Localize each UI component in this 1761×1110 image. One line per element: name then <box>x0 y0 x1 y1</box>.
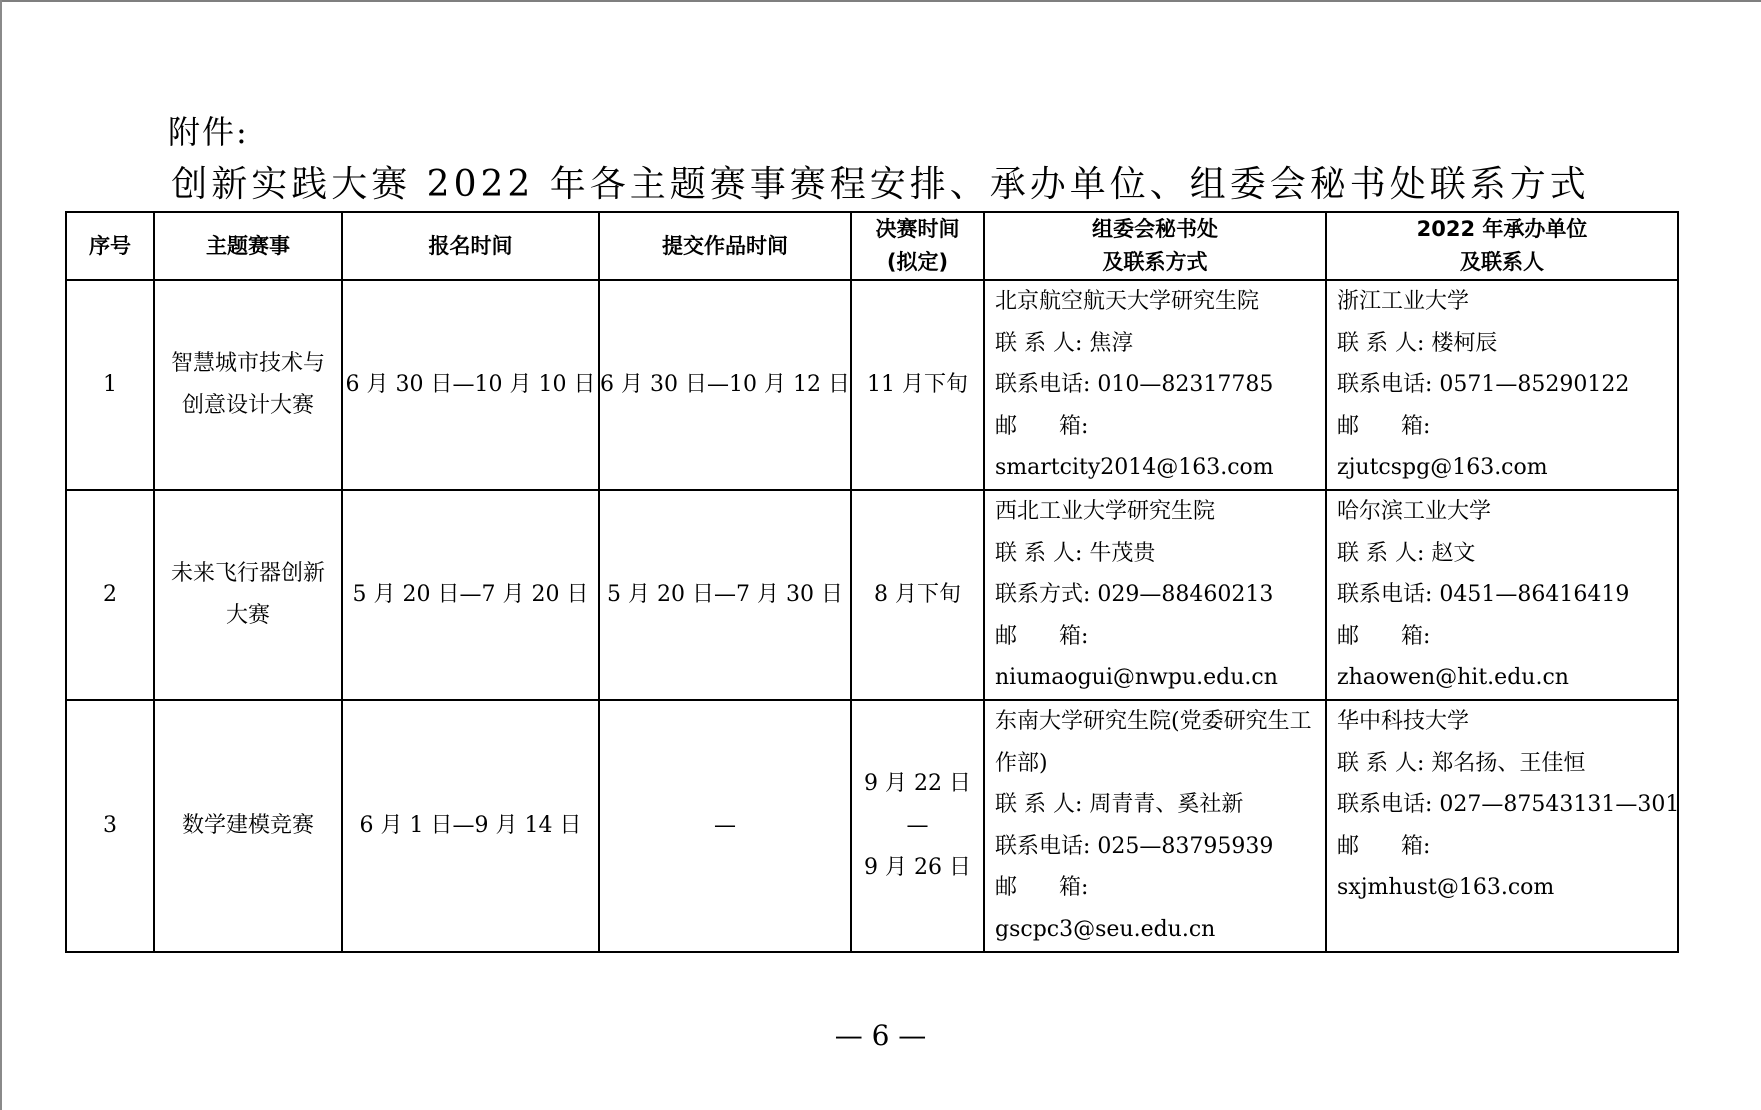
row-final: 8 月下旬 <box>851 490 984 700</box>
row-host <box>1326 280 1678 490</box>
secretariat-phone: 联系方式: 029—88460213 <box>995 582 1274 608</box>
table-row <box>66 490 1678 700</box>
row-registration: 5 月 20 日—7 月 20 日 <box>342 490 599 700</box>
secretariat-email-label: 邮 箱: <box>995 623 1089 649</box>
host-email-label: 邮 箱: <box>1337 623 1431 649</box>
table-row <box>66 700 1678 952</box>
secretariat-org: 北京航空航天大学研究生院 <box>995 289 1260 314</box>
row-final-line3: 9 月 26 日 <box>864 854 971 880</box>
table-row <box>66 280 1678 490</box>
secretariat-email-label: 邮 箱: <box>995 413 1089 439</box>
page-number: — 6 — <box>834 1019 927 1052</box>
row-index: 1 <box>66 280 154 490</box>
host-email-label: 邮 箱: <box>1337 833 1431 859</box>
header-index: 序号 <box>66 212 154 280</box>
header-secretariat-line2: 及联系方式 <box>1102 250 1208 274</box>
row-submission: — <box>599 700 851 952</box>
header-submission: 提交作品时间 <box>599 212 851 280</box>
header-host-line1: 2022 年承办单位 <box>1416 217 1588 241</box>
secretariat-contact: 联 系 人: 牛茂贵 <box>995 540 1156 566</box>
row-secretariat <box>984 280 1326 490</box>
row-submission: 5 月 20 日—7 月 30 日 <box>599 490 851 700</box>
secretariat-email-label: 邮 箱: <box>995 875 1089 901</box>
host-phone: 联系电话: 0451—86416419 <box>1337 582 1630 608</box>
header-topic: 主题赛事 <box>154 212 342 280</box>
host-org: 哈尔滨工业大学 <box>1337 498 1492 524</box>
row-host <box>1326 700 1678 952</box>
header-host-line2: 及联系人 <box>1460 250 1544 274</box>
row-submission: 6 月 30 日—10 月 12 日 <box>599 280 851 490</box>
page-top-border <box>0 0 1761 2</box>
row-secretariat <box>984 700 1326 952</box>
host-phone: 联系电话: 0571—85290122 <box>1337 372 1630 398</box>
host-org: 华中科技大学 <box>1337 708 1470 734</box>
host-contact: 联 系 人: 楼柯辰 <box>1337 330 1498 356</box>
row-topic <box>154 700 342 952</box>
secretariat-email: smartcity2014@163.com <box>995 455 1274 481</box>
host-email: zjutcspg@163.com <box>1337 455 1548 481</box>
row-registration: 6 月 30 日—10 月 10 日 <box>342 280 599 490</box>
row-topic-line2: 大赛 <box>225 602 270 628</box>
secretariat-org: 东南大学研究生院(党委研究生工 <box>995 708 1312 734</box>
row-final <box>851 700 984 952</box>
row-topic-line1: 智慧城市技术与 <box>170 351 325 377</box>
row-final: 11 月下旬 <box>851 280 984 490</box>
row-secretariat <box>984 490 1326 700</box>
header-final-line1: 决赛时间 <box>875 217 960 241</box>
secretariat-contact: 联 系 人: 焦淳 <box>995 330 1134 356</box>
header-final <box>851 212 984 280</box>
table-header-row <box>66 212 1678 280</box>
host-email: zhaowen@hit.edu.cn <box>1337 665 1569 691</box>
attachment-label: 附件: <box>168 113 249 151</box>
host-org: 浙江工业大学 <box>1337 289 1470 314</box>
header-secretariat <box>984 212 1326 280</box>
row-final-line2: — <box>906 812 929 838</box>
row-index: 2 <box>66 490 154 700</box>
row-topic-line1: 数学建模竞赛 <box>181 812 314 838</box>
row-index: 3 <box>66 700 154 952</box>
host-email: sxjmhust@163.com <box>1337 875 1555 901</box>
row-registration: 6 月 1 日—9 月 14 日 <box>342 700 599 952</box>
row-host <box>1326 490 1678 700</box>
host-email-label: 邮 箱: <box>1337 413 1431 439</box>
host-contact: 联 系 人: 郑名扬、王佳恒 <box>1337 750 1586 776</box>
header-secretariat-line1: 组委会秘书处 <box>1092 217 1218 241</box>
host-contact: 联 系 人: 赵文 <box>1337 540 1476 566</box>
secretariat-org: 西北工业大学研究生院 <box>995 498 1216 524</box>
row-topic-line2: 创意设计大赛 <box>181 392 314 418</box>
row-topic <box>154 280 342 490</box>
row-topic <box>154 490 342 700</box>
row-final-line1: 9 月 22 日 <box>864 771 971 797</box>
secretariat-email: gscpc3@seu.edu.cn <box>995 916 1216 942</box>
header-registration: 报名时间 <box>342 212 599 280</box>
header-final-line2: (拟定) <box>886 250 949 274</box>
secretariat-phone: 联系电话: 025—83795939 <box>995 833 1274 859</box>
secretariat-email: niumaogui@nwpu.edu.cn <box>995 665 1278 691</box>
secretariat-phone: 联系电话: 010—82317785 <box>995 372 1274 398</box>
schedule-table <box>65 211 1679 953</box>
document-title: 创新实践大赛 2022 年各主题赛事赛程安排、承办单位、组委会秘书处联系方式 <box>171 164 1590 205</box>
host-phone: 联系电话: 027—87543131—301 <box>1337 792 1680 818</box>
row-topic-line1: 未来飞行器创新 <box>170 561 325 587</box>
header-host <box>1326 212 1678 280</box>
secretariat-org-cont: 作部) <box>995 750 1048 776</box>
secretariat-contact: 联 系 人: 周青青、奚社新 <box>995 792 1244 818</box>
